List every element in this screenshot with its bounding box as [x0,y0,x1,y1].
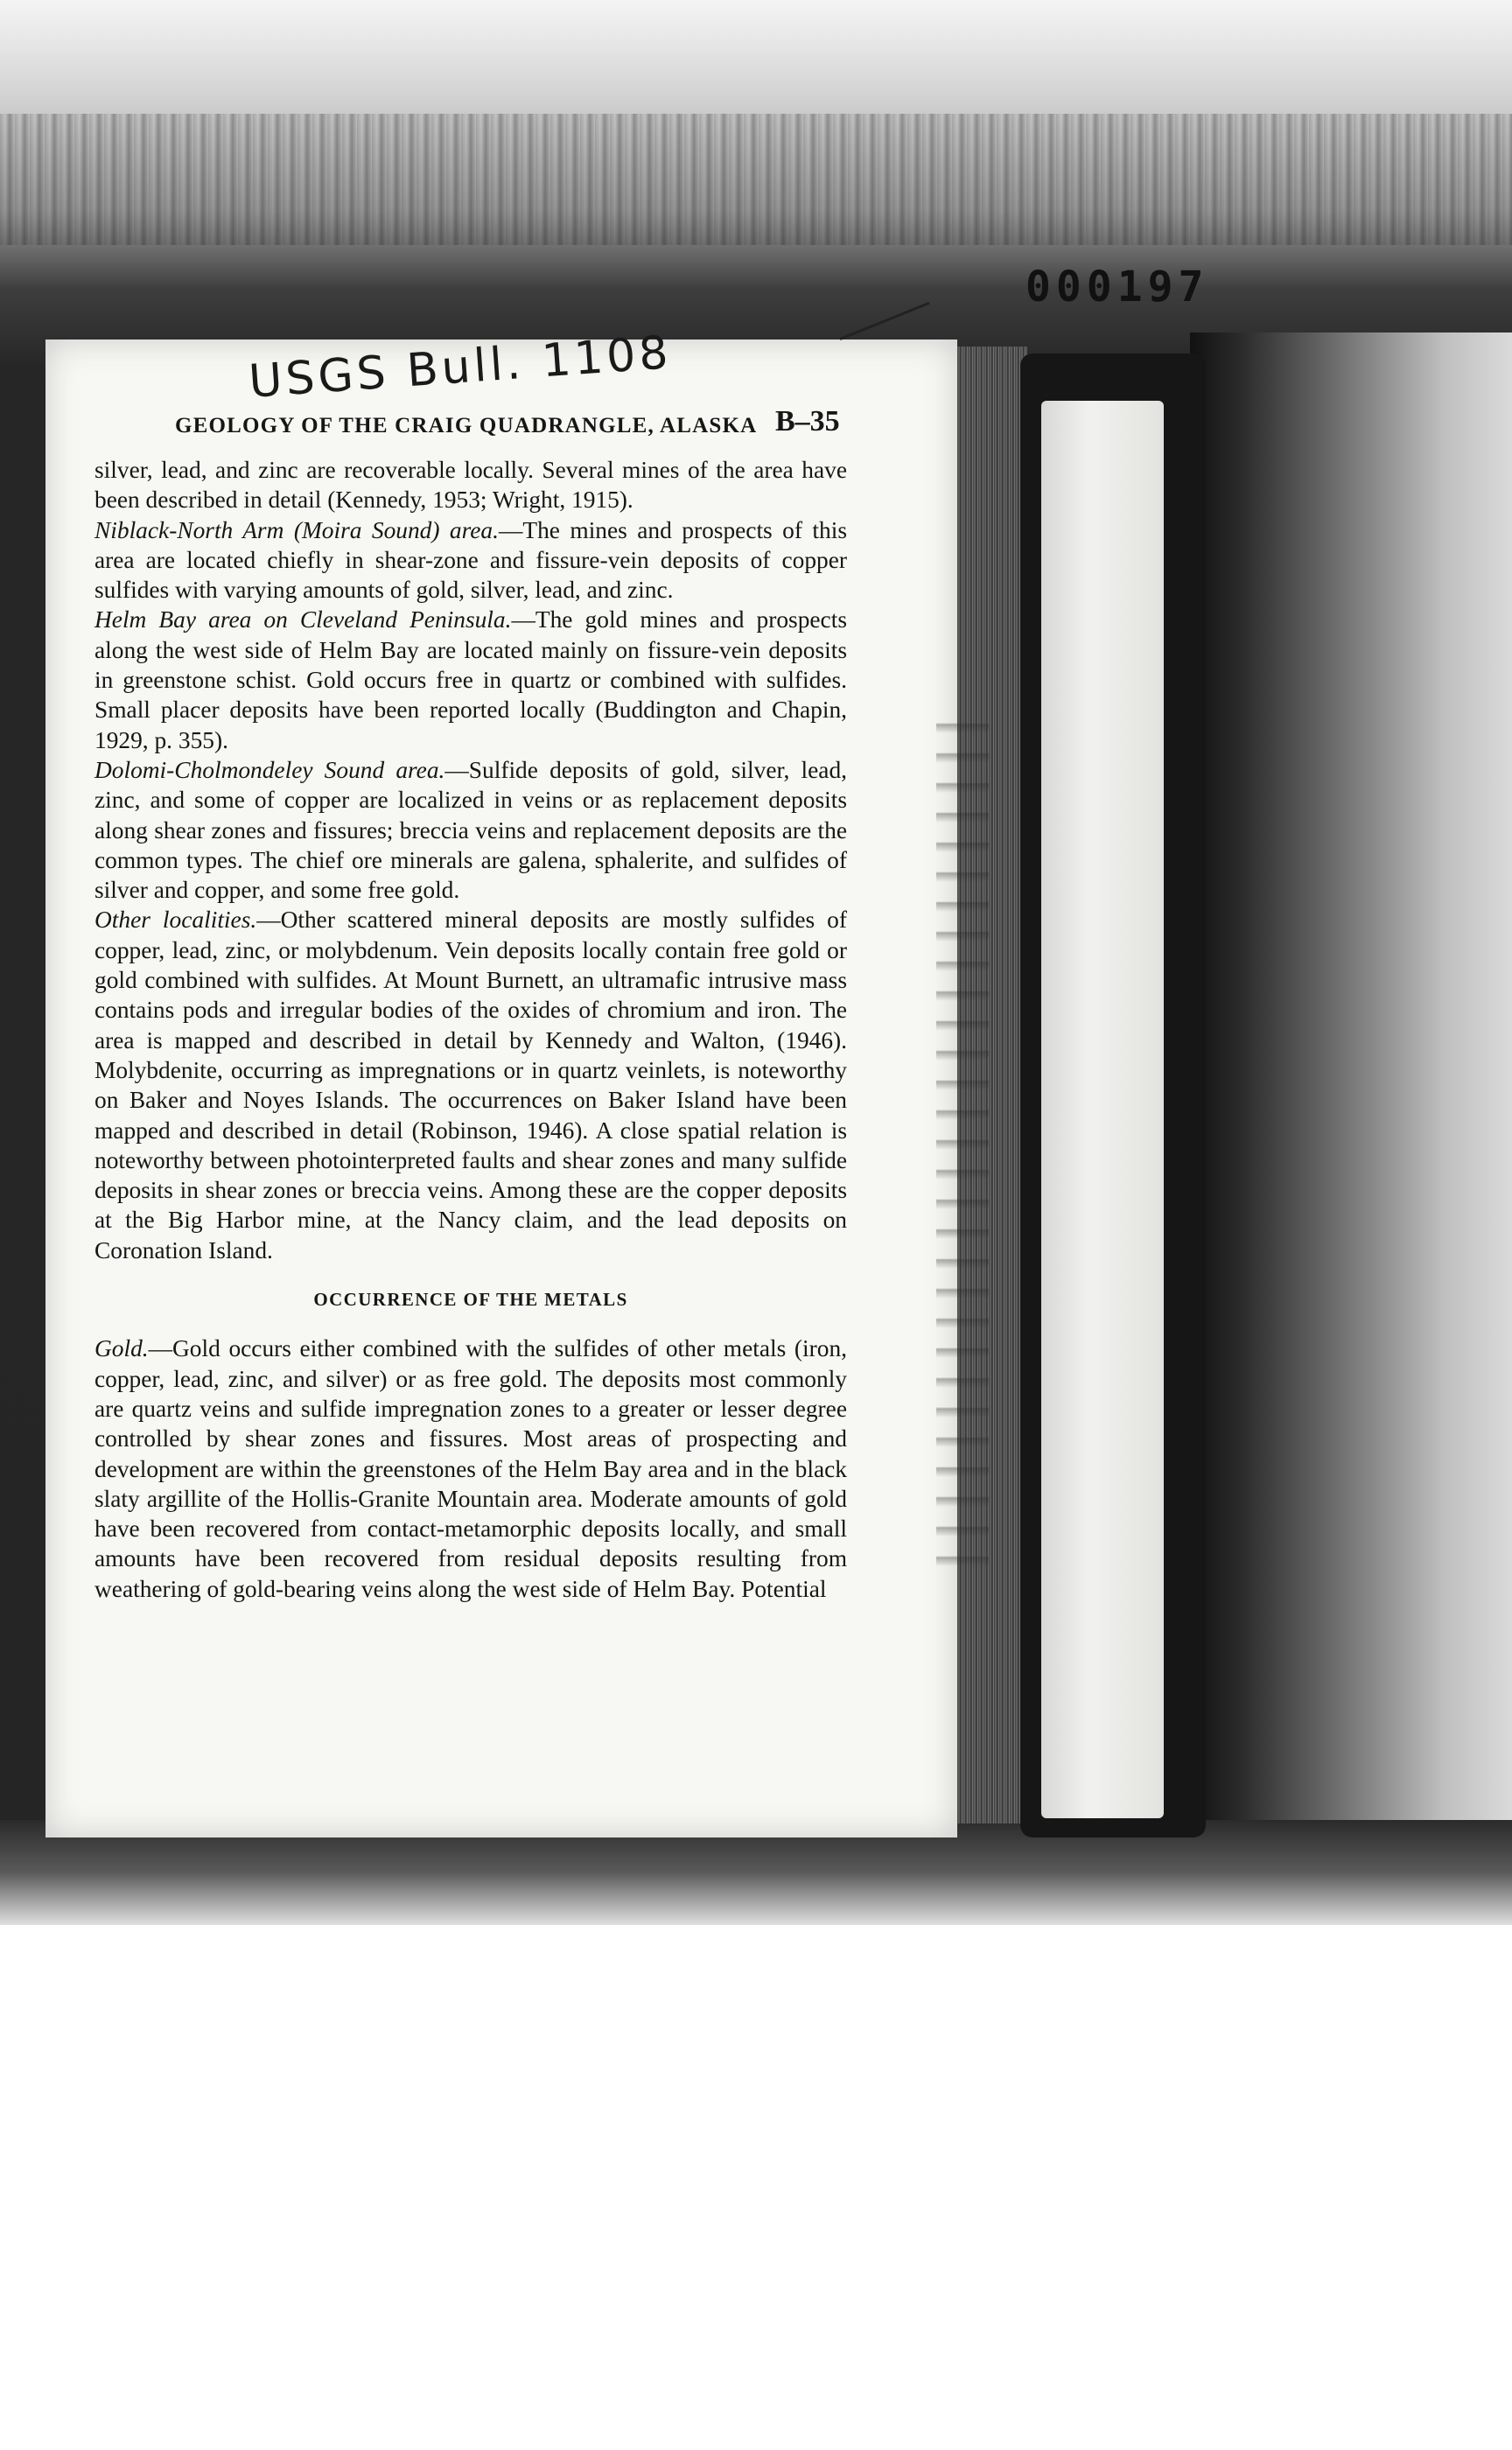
paragraph [94,605,847,754]
paragraph-lead: Niblack-North Arm (Moira Sound) area. [94,516,499,543]
bookmark-insert [1041,401,1164,1818]
body-text [94,455,847,1604]
paragraph-lead: Other localities. [94,906,257,934]
paragraph-text: —The gold mines and prospects along the west side of Helm Bay are located mainly on fissure-vein deposits in greenstone schist. Gold occurs free in quartz or combined with sulfides. Small placer deposits have been reported locally (Buddington and Chapin, 1929, p. 355). [94,606,847,753]
paragraph-lead: Gold. [94,1335,149,1362]
paragraph [94,1334,847,1604]
handwritten-annotation: USGS Bull. 1108 [247,326,674,409]
page-number: B–35 [775,405,840,438]
paragraph-text: —Sulfide deposits of gold, silver, lead, zinc, and some of copper are localized in veins or as replacement deposits along shear zones and fissures; breccia veins and replacement deposits are the common types. The chief ore minerals are galena, sphalerite, and sulfides of silver and copper, and some free gold. [94,756,847,904]
running-head: GEOLOGY OF THE CRAIG QUADRANGLE, ALASKA [175,414,758,438]
scan-shadow [1190,332,1512,1925]
bleed-through-text [936,704,989,1578]
paragraph-text: —Other scattered mineral deposits are mostly sulfides of copper, lead, zinc, or molybdenum. Vein deposits locally contain free gold or gold combined with sulfides. At Mount Burnett, an ultramafic intrusive mass contains pods and irregular bodies of the oxides of chromium and iron. The area is mapped and described in detail by Kennedy and Walton, (1946). Molybdenite, occurring as impregnations or in quartz veinlets, is noteworthy on Baker and Noyes Islands. The occurrences on Baker Island have been mapped and described in detail (Robinson, 1946). A close spatial relation is noteworthy between photointerpreted faults and shear zones and many sulfide deposits in shear zones or breccia veins. Among these are the copper deposits at the Big Harbor mine, at the Nancy claim, and the lead deposits on Coronation Island. [94,906,847,1264]
paragraph [94,755,847,905]
scan-noise [0,114,1512,245]
paragraph: silver, lead, and zinc are recoverable locally. Several mines of the area have been described in detail (Kennedy, 1953; Wright, 1915). [94,457,847,514]
paragraph-text: —The mines and prospects of this area are located chiefly in shear-zone and fissure-vein deposits of copper sulfides with varying amounts of gold, silver, lead, and zinc. [94,516,848,604]
paragraph [94,905,847,1265]
paragraph-lead: Dolomi-Cholmondeley Sound area. [94,756,445,783]
section-heading: OCCURRENCE OF THE METALS [313,1289,628,1311]
paragraph-text: —Gold occurs either combined with the sulfides of other metals (iron, copper, lead, zinc, and silver) or as free gold. The deposits most commonly are quartz veins and sulfide impregnation zones to a greater or lesser degree controlled by shear zones and fissures. Most areas of prospecting and development are within the greenstones of the Helm Bay area and in the black slaty argillite of the Hollis-Granite Mountain area. Moderate amounts of gold have been recovered from contact-metamorphic deposits locally, and small amounts have been recovered from residual deposits resulting from weathering of gold-bearing veins along the west side of Helm Bay. Potential [94,1335,847,1602]
document-id-stamp: 000197 [1026,262,1209,312]
paragraph-lead: Helm Bay area on Cleveland Peninsula. [94,606,512,634]
paragraph [94,515,847,606]
